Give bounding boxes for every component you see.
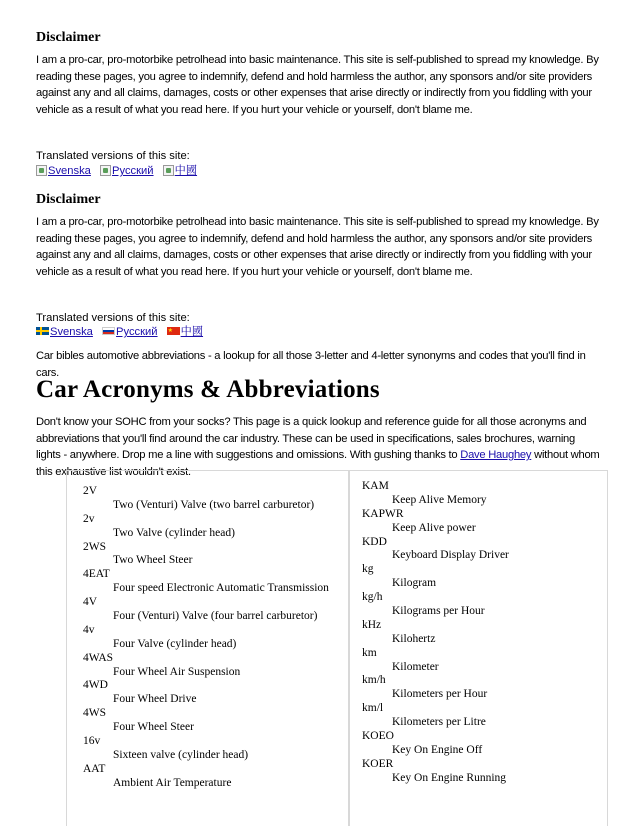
acronym-definition: Four Valve (cylinder head): [113, 637, 237, 650]
acronym-term: 4v: [83, 623, 95, 636]
acronym-term: kHz: [362, 618, 382, 631]
acronym-definition: Keep Alive Memory: [392, 493, 487, 506]
acronym-definition: Kilograms per Hour: [392, 605, 485, 618]
link-russian[interactable]: Русский: [100, 165, 154, 177]
acronym-term: AAT: [83, 762, 106, 775]
acronym-definition: Kilometers per Hour: [392, 688, 488, 701]
acronym-term: 4V: [83, 596, 98, 609]
acronym-definition: Four Wheel Drive: [113, 693, 197, 706]
broken-image-icon: [100, 165, 111, 176]
acronym-term: 4WD: [83, 679, 108, 692]
acronym-term: 2V: [83, 485, 98, 497]
acronym-definition: Key On Engine Off: [392, 743, 483, 756]
sweden-flag-icon: [36, 327, 49, 335]
acronym-term: 4WAS: [83, 651, 114, 664]
link-svenska[interactable]: Svenska: [36, 165, 91, 177]
acronym-definition: Two (Venturi) Valve (two barrel carburetor): [113, 498, 315, 511]
acronym-definition: Two Wheel Steer: [113, 554, 193, 567]
link-svenska[interactable]: Svenska: [36, 326, 93, 338]
acronym-term: 2WS: [83, 540, 106, 553]
acronym-term: 16v: [83, 735, 101, 748]
translations-label: Translated versions of this site:: [36, 312, 190, 324]
acronym-definition: Kilometer: [392, 660, 439, 673]
acronym-definition: Four (Venturi) Valve (four barrel carburetor): [113, 610, 318, 623]
acronym-definition: Ambient Air Temperature: [113, 776, 232, 789]
page-title: Car Acronyms & Abbreviations: [36, 376, 380, 403]
acronym-term: km/h: [362, 674, 386, 687]
acronym-definition: Two Valve (cylinder head): [113, 526, 235, 539]
broken-image-icon: [163, 165, 174, 176]
acronym-term: km: [362, 646, 377, 659]
acronym-definition: Sixteen valve (cylinder head): [113, 748, 249, 761]
acronym-definition: Four Wheel Steer: [113, 721, 194, 734]
acronym-column-right: [349, 470, 608, 826]
acronym-term: kg/h: [362, 591, 383, 604]
acronym-list: [67, 471, 348, 791]
acronym-definition: Kilometers per Litre: [392, 716, 486, 729]
acronym-term: KAPWR: [362, 507, 404, 520]
acronym-term: 4EAT: [83, 568, 110, 581]
acronym-definition: Key On Engine Running: [392, 771, 507, 784]
china-flag-icon: [167, 327, 180, 335]
broken-image-icon: [36, 165, 47, 176]
russia-flag-icon: [102, 327, 115, 335]
acronym-column-left: [66, 470, 349, 826]
acronym-definition: Kilohertz: [392, 632, 436, 645]
acronym-term: 2v: [83, 512, 95, 525]
translation-links: [36, 163, 602, 179]
translations-label: Translated versions of this site:: [36, 150, 190, 162]
acronym-definition: Keyboard Display Driver: [392, 549, 509, 562]
acronym-term: km/l: [362, 702, 384, 715]
acronym-term: KDD: [362, 535, 387, 548]
link-russian[interactable]: Русский: [102, 326, 158, 338]
acronym-term: KOEO: [362, 730, 394, 743]
disclaimer-heading: Disclaimer: [36, 192, 101, 207]
tagline: Car bibles automotive abbreviations - a lookup for all those 3-letter and 4-letter synonyms and codes that you'll find in cars.: [36, 350, 586, 379]
translation-links: [36, 324, 602, 340]
link-chinese[interactable]: ★ 中國: [167, 326, 203, 338]
intro-text: Don't know your SOHC from your socks? This page is a quick lookup and reference guide for all those acronyms and abbreviations that you'll find around the car industry. These can be used in specifications, sales brochures, warning lights - anywhere. Drop me a line with suggestions and omissions. With gushing thanks to Dave Haughey without whom this exhaustive list wouldn't exist.: [36, 416, 600, 478]
disclaimer-text: I am a pro-car, pro-motorbike petrolhead into basic maintenance. This site is self-published to spread my knowledge. By reading these pages, you agree to indemnify, defend and hold harmless the author, any sponsors and/or site providers against any and all claims, damages, costs or other expenses that arise directly or indirectly from you fiddling with your vehicle as a result of what you read here. If you hurt your vehicle or yourself, don't blame me.: [36, 216, 599, 278]
disclaimer-heading: Disclaimer: [36, 30, 101, 45]
acronym-list: [350, 471, 607, 786]
link-chinese[interactable]: 中國: [163, 165, 197, 177]
acronym-term: KOER: [362, 757, 394, 770]
acronym-definition: Four speed Electronic Automatic Transmission: [113, 582, 329, 595]
acronym-term: KAM: [362, 480, 389, 492]
acronym-definition: Kilogram: [392, 577, 437, 590]
disclaimer-text: I am a pro-car, pro-motorbike petrolhead into basic maintenance. This site is self-published to spread my knowledge. By reading these pages, you agree to indemnify, defend and hold harmless the author, any sponsors and/or site providers against any and all claims, damages, costs or other expenses that arise directly or indirectly from you fiddling with your vehicle as a result of what you read here. If you hurt your vehicle or yourself, don't blame me.: [36, 54, 599, 116]
acronym-definition: Four Wheel Air Suspension: [113, 665, 241, 678]
acronym-definition: Keep Alive power: [392, 521, 476, 534]
acronym-term: 4WS: [83, 707, 106, 720]
acronym-term: kg: [362, 563, 374, 576]
dave-haughey-link[interactable]: Dave Haughey: [460, 449, 532, 461]
